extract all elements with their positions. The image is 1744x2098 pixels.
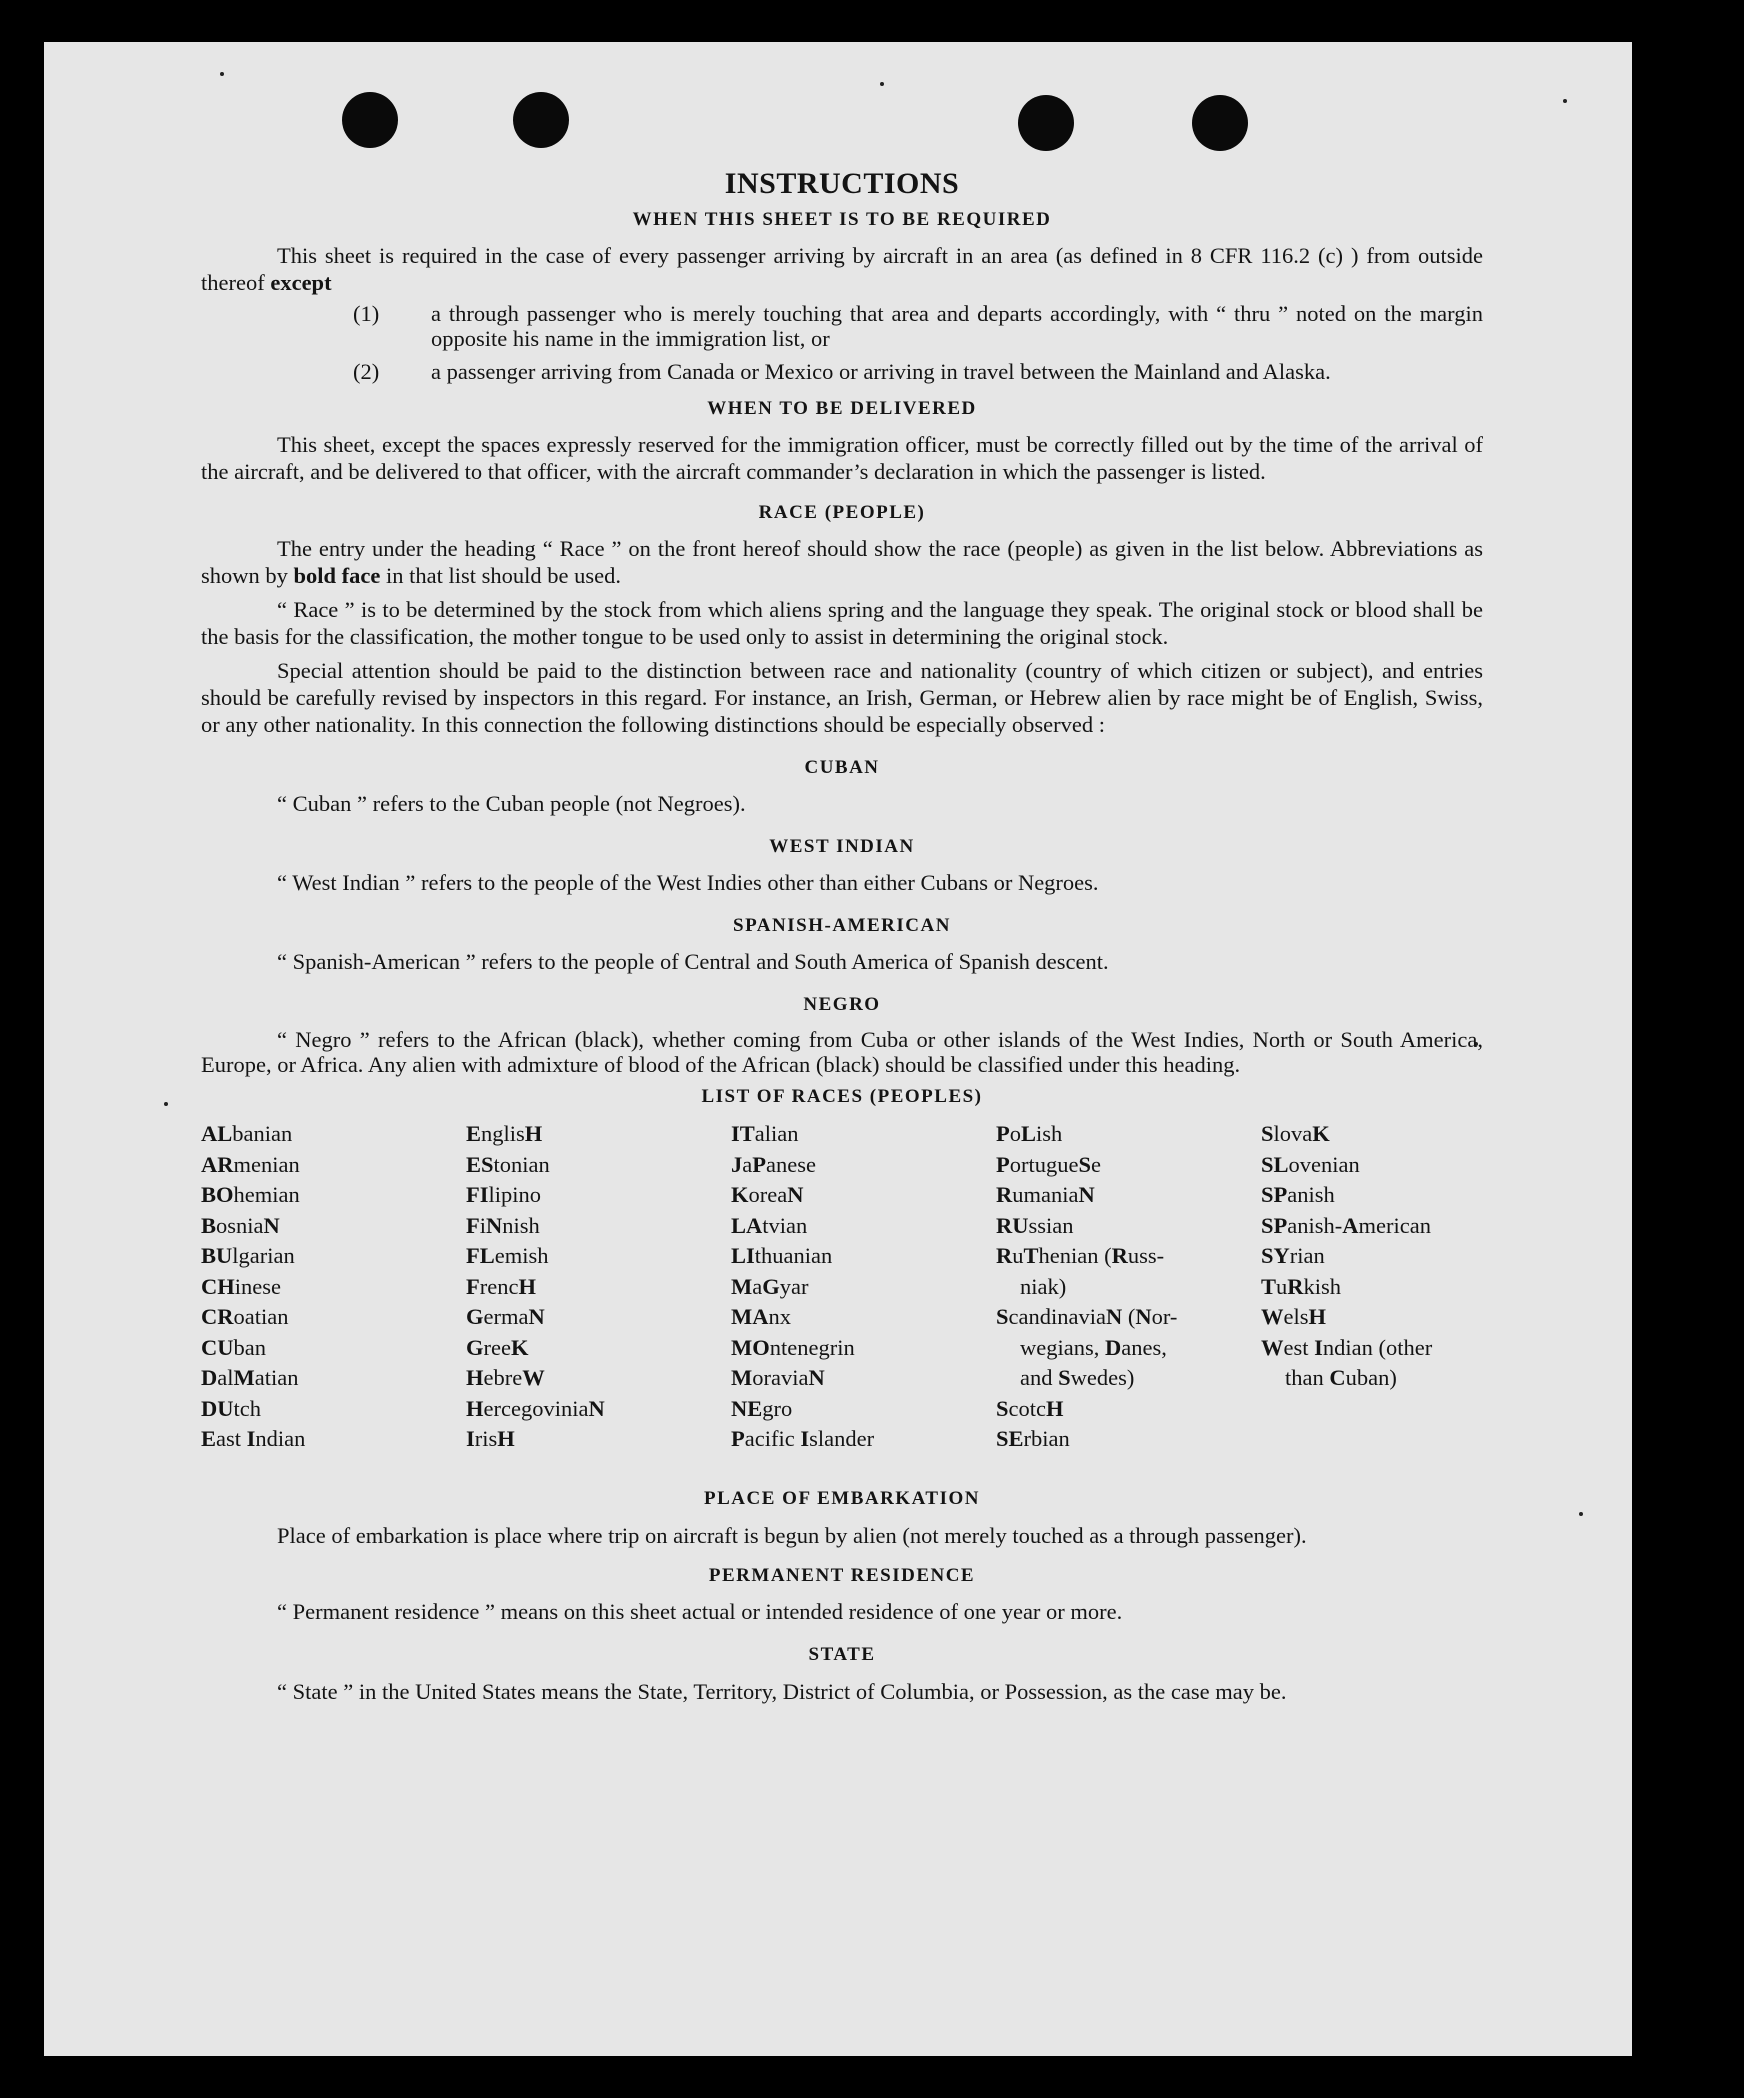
west-indian-definition: “ West Indian ” refers to the people of the West Indies other than either Cubans or Negroes. — [277, 870, 1099, 895]
bold-face-phrase: bold face — [293, 563, 381, 588]
heading-when-required: WHEN THIS SHEET IS TO BE REQUIRED — [632, 209, 1052, 230]
heading-race: RACE (PEOPLE) — [758, 502, 926, 523]
race-entry: DUtch — [201, 1395, 261, 1421]
race-entry: RumaniaN — [996, 1182, 1095, 1207]
punch-hole — [513, 92, 569, 148]
heading-when-delivered: WHEN TO BE DELIVERED — [707, 398, 977, 419]
race-entry: SLovenian — [1261, 1151, 1360, 1177]
race-entry: niak) — [1020, 1273, 1067, 1299]
punch-hole — [1018, 95, 1074, 151]
when-required-intro: This sheet is required in the case of every passenger arriving by aircraft in an area (as defined in 8 CFR 116.2 (c) ) from outside thereof except — [201, 243, 1483, 295]
race-entry: and Swedes) — [1020, 1365, 1135, 1390]
race-entry: SYrian — [1261, 1243, 1325, 1268]
race-entry: than Cuban) — [1285, 1365, 1397, 1390]
race-entry: DalMatian — [201, 1365, 299, 1390]
negro-definition: “ Negro ” refers to the African (black), whether coming from Cuba or other islands of the West Indies, North or South America, Europe, or Africa. Any alien with admixture of blood of the African (black) should be classified under this heading. — [201, 1027, 1483, 1077]
race-entry: FiNnish — [466, 1212, 540, 1238]
race-entry: CUban — [201, 1334, 266, 1360]
item-text: a through passenger who is merely touching that area and departs accordingly, with “ thru ” noted on the margin opposite his name in the immigration list, or — [431, 301, 1483, 351]
race-paragraph-3: Special attention should be paid to the distinction between race and nationality (country of which citizen or subject), and entries should be carefully revised by inspectors in this regard. For instance, an Irish, German, or Hebrew alien by race might be of English, Swiss, or any other nationality. In this connection the following distinctions should be especially observed : — [201, 658, 1483, 737]
item-number: (1) — [353, 301, 380, 326]
race-entry: HebreW — [466, 1365, 545, 1390]
race-entry: EnglisH — [466, 1121, 543, 1146]
document-page — [44, 42, 1632, 2056]
races-column-1 — [201, 1119, 305, 1455]
punch-hole — [1192, 95, 1248, 151]
race-paragraph-1: The entry under the heading “ Race ” on the front hereof should show the race (people) as given in the list below. Abbreviations as shown by bold face in that list should be used. — [201, 536, 1483, 588]
race-entry: ScandinaviaN (Nor- — [996, 1304, 1178, 1329]
race-entry: SErbian — [996, 1426, 1070, 1451]
race-entry: wegians, Danes, — [1020, 1334, 1167, 1360]
race-entry: CHinese — [201, 1273, 281, 1299]
race-entry: CRoatian — [201, 1304, 289, 1329]
race-entry: WelsH — [1261, 1304, 1327, 1329]
race-entry: MaGyar — [731, 1273, 809, 1299]
when-delivered-text: This sheet, except the spaces expressly reserved for the immigration officer, must be correctly filled out by the time of the arrival of the aircraft, and be delivered to that officer, with the aircraft commander’s declaration in which the passenger is listed. — [201, 432, 1483, 484]
exception-item-2 — [201, 359, 1483, 384]
race-entry: MoraviaN — [731, 1365, 825, 1390]
item-number: (2) — [353, 359, 380, 384]
heading-list-of-races: LIST OF RACES (PEOPLES) — [701, 1086, 983, 1107]
race-entry: GreeK — [466, 1334, 529, 1360]
race-entry: JaPanese — [731, 1151, 816, 1177]
race-entry: GermaN — [466, 1304, 545, 1329]
except-word: except — [270, 270, 332, 295]
race-entry: MAnx — [731, 1304, 791, 1329]
race-entry: SPanish-American — [1261, 1212, 1431, 1238]
race-entry: ITalian — [731, 1121, 799, 1146]
races-column-4 — [996, 1119, 1177, 1455]
race-entry: RuThenian (Russ- — [996, 1243, 1165, 1268]
heading-cuban: CUBAN — [804, 757, 880, 778]
heading-residence: PERMANENT RESIDENCE — [708, 1565, 976, 1586]
race-entry: EStonian — [466, 1151, 550, 1177]
race-entry: FrencH — [466, 1273, 536, 1299]
race-entry: BosniaN — [201, 1212, 280, 1238]
exception-item-1 — [201, 301, 1483, 351]
heading-embarkation: PLACE OF EMBARKATION — [704, 1488, 980, 1509]
race-entry: LIthuanian — [731, 1243, 833, 1268]
race-entry: LAtvian — [731, 1212, 808, 1238]
races-list — [201, 1119, 1483, 1481]
heading-state: STATE — [808, 1644, 876, 1665]
race-entry: NEgro — [731, 1395, 793, 1421]
cuban-definition: “ Cuban ” refers to the Cuban people (not Negroes). — [277, 791, 746, 816]
state-definition: “ State ” in the United States means the State, Territory, District of Columbia, or Possession, as the case may be. — [277, 1679, 1287, 1704]
race-entry: TuRkish — [1261, 1273, 1342, 1299]
speck — [1563, 99, 1567, 103]
race-entry: Pacific Islander — [731, 1426, 875, 1451]
race-entry: FIlipino — [466, 1182, 542, 1207]
speck — [1579, 1512, 1583, 1516]
race-entry: ALbanian — [201, 1121, 293, 1146]
instructions-content — [201, 166, 1483, 1707]
race-entry: East Indian — [201, 1426, 306, 1451]
heading-spanish-american: SPANISH-AMERICAN — [733, 915, 951, 936]
race-entry: ScotcH — [996, 1395, 1064, 1421]
page-title: INSTRUCTIONS — [724, 167, 960, 200]
races-column-3 — [731, 1119, 874, 1455]
heading-negro: NEGRO — [803, 994, 881, 1015]
race-entry: MOntenegrin — [731, 1334, 855, 1360]
spanish-american-definition: “ Spanish-American ” refers to the people of Central and South America of Spanish descent. — [277, 949, 1109, 974]
race-paragraph-2: “ Race ” is to be determined by the stock from which aliens spring and the language they speak. The original stock or blood shall be the basis for the classification, the mother tongue to be used only to assist in determining the original stock. — [201, 597, 1483, 649]
race-entry: RUssian — [996, 1212, 1074, 1238]
race-entry: BUlgarian — [201, 1243, 295, 1268]
race-entry: SlovaK — [1261, 1121, 1330, 1146]
speck — [220, 72, 224, 76]
race-entry: ARmenian — [201, 1151, 300, 1177]
heading-west-indian: WEST INDIAN — [769, 836, 915, 857]
race-entry: PortugueSe — [996, 1151, 1101, 1177]
races-column-5 — [1261, 1119, 1432, 1394]
embarkation-definition: Place of embarkation is place where trip on aircraft is begun by alien (not merely touched as a through passenger). — [277, 1523, 1307, 1548]
race-entry: IrisH — [466, 1426, 515, 1451]
race-entry: FLemish — [466, 1243, 549, 1268]
races-column-2 — [466, 1119, 605, 1455]
race-entry: HercegoviniaN — [466, 1395, 605, 1421]
residence-definition: “ Permanent residence ” means on this sheet actual or intended residence of one year or more. — [277, 1599, 1123, 1624]
item-text: a passenger arriving from Canada or Mexico or arriving in travel between the Mainland and Alaska. — [431, 359, 1331, 384]
race-entry: West Indian (other — [1261, 1334, 1433, 1360]
race-entry: PoLish — [996, 1121, 1063, 1146]
race-entry: SPanish — [1261, 1182, 1335, 1207]
race-entry: BOhemian — [201, 1182, 300, 1207]
speck — [164, 1102, 168, 1106]
speck — [880, 82, 884, 86]
punch-hole — [342, 92, 398, 148]
race-entry: KoreaN — [731, 1182, 804, 1207]
